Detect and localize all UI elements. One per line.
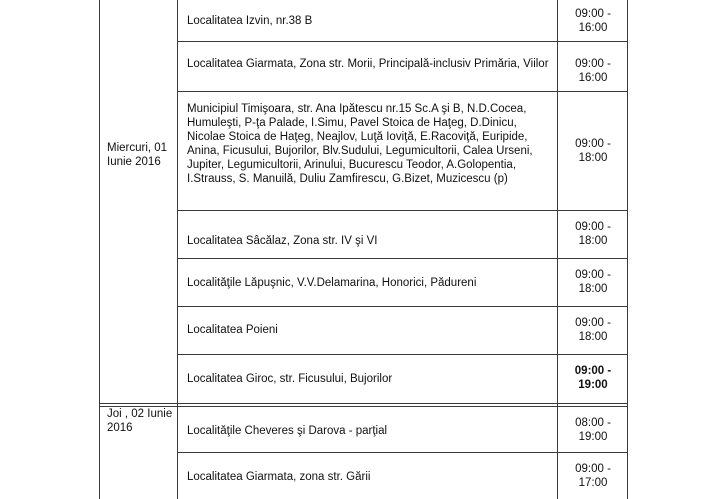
time-cell: 09:00 - 18:00 bbox=[575, 269, 611, 295]
row-divider bbox=[177, 354, 628, 355]
time-cell: 09:00 - 16:00 bbox=[575, 58, 611, 84]
time-cell: 09:00 - 19:00 bbox=[574, 365, 612, 391]
row-divider bbox=[177, 41, 628, 42]
row-divider bbox=[177, 210, 628, 211]
location-cell: Localităţile Lăpuşnic, V.V.Delamarina, Honorici, Pădureni bbox=[187, 277, 477, 289]
location-cell: Localitatea Giarmata, Zona str. Morii, Principală-inclusiv Primăria, Viilor bbox=[187, 58, 549, 70]
table-border-right bbox=[627, 0, 628, 499]
location-cell: Localitatea Giroc, str. Ficusului, Bujorilor bbox=[187, 373, 393, 385]
day-column-divider bbox=[177, 0, 178, 499]
location-cell: Localităţile Cheveres şi Darova - parţial bbox=[187, 425, 388, 437]
time-cell: 09:00 - 18:00 bbox=[575, 221, 611, 247]
location-cell: Localitatea Poieni bbox=[187, 324, 278, 336]
day-divider bbox=[99, 406, 628, 407]
time-cell: 09:00 - 16:00 bbox=[575, 8, 611, 34]
time-cell: 08:00 - 19:00 bbox=[575, 417, 611, 443]
row-divider bbox=[177, 91, 628, 92]
time-cell: 09:00 - 18:00 bbox=[575, 317, 611, 343]
location-cell: Localitatea Izvin, nr.38 B bbox=[187, 15, 313, 27]
day-label: Joi , 02 Iunie 2016 bbox=[107, 408, 173, 434]
location-column-divider bbox=[557, 0, 558, 499]
row-divider bbox=[177, 306, 628, 307]
row-divider bbox=[177, 258, 628, 259]
time-cell: 09:00 - 18:00 bbox=[575, 138, 611, 164]
day-label: Miercuri, 01 Iunie 2016 bbox=[107, 142, 168, 168]
location-cell: Localitatea Giarmata, zona str. Gării bbox=[187, 471, 371, 483]
table-border-left bbox=[99, 0, 100, 499]
location-cell: Municipiul Timişoara, str. Ana Ipătescu nr.15 Sc.A şi B, N.D.Cocea, Humuleşti, P-ţa Palade, I.Simu, Pavel Stoica de Haţeg, D.Dinicu, Nicolae Stoica de Haţeg, Neajlov, Luţă Ioviţă, E.Racoviţă, Euripide, Anina, Ficusului, Bujorilor, Blv.Sudului, Legumicultorii, Calea Urseni, Jupiter, Legumicultorii, Arinului, Bucurescu Teodor, A.Golopentia, I.Strauss, S. Manuilă, Duliu Zamfirescu, G.Bizet, Muzicescu (p) bbox=[187, 103, 533, 185]
time-cell: 09:00 - 17:00 bbox=[575, 463, 611, 489]
day-divider bbox=[99, 403, 628, 404]
row-divider bbox=[177, 452, 628, 453]
location-cell: Localitatea Sâcălaz, Zona str. IV şi VI bbox=[187, 235, 378, 247]
